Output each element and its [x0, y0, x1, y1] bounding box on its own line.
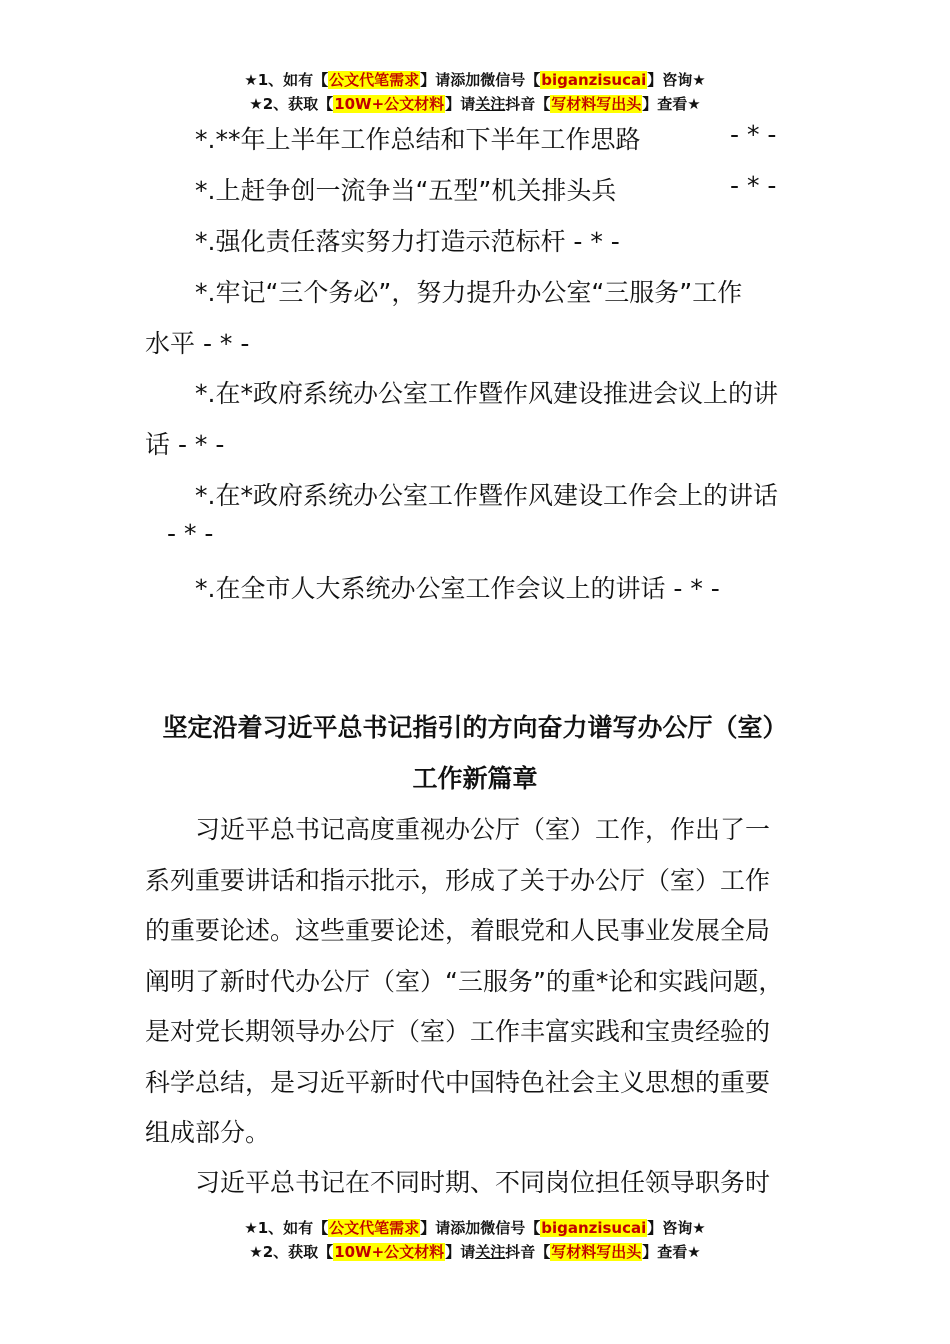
- toc-item[interactable]: *.牢记“三个务必”，努力提升办公室“三服务”工作: [195, 278, 743, 307]
- toc-item[interactable]: *.上赶争创一流争当“五型”机关排头兵 - * -: [195, 171, 777, 205]
- toc-item-continuation[interactable]: 话 - * -: [145, 430, 225, 459]
- document-title-line-2: 工作新篇章: [412, 764, 538, 793]
- toc-item-continuation[interactable]: 水平 - * -: [145, 329, 250, 358]
- paragraph-line: 科学总结，是习近平新时代中国特色社会主义思想的重要: [145, 1068, 771, 1097]
- banner-line-1: ★1、如有【公文代笔需求】请添加微信号【biganzisucai】咨询★: [244, 71, 706, 89]
- wechat-id: biganzisucai: [541, 71, 647, 89]
- toc-item[interactable]: *.在全市人大系统办公室工作会议上的讲话 - * -: [195, 574, 720, 603]
- paragraph-line: 阐明了新时代办公厅（室）“三服务”的重*论和实践问题，: [145, 967, 784, 996]
- header-banner: [0, 68, 950, 116]
- toc-item[interactable]: *.在*政府系统办公室工作暨作风建设推进会议上的讲: [195, 379, 778, 408]
- highlight-materials: 10W+公文材料: [334, 1243, 445, 1261]
- document-title: 坚定沿着习近平总书记指引的方向奋力谱写办公厅（室）: [162, 713, 788, 742]
- paragraph-line: 系列重要讲话和指示批示，形成了关于办公厅（室）工作: [145, 866, 771, 895]
- banner-line-2: ★2、获取【10W+公文材料】请关注抖音【写材料写出头】查看★: [249, 95, 701, 113]
- highlight-materials: 10W+公文材料: [334, 95, 445, 113]
- toc-item[interactable]: *.**年上半年工作总结和下半年工作思路 - * -: [195, 120, 777, 154]
- banner-line-2: ★2、获取【10W+公文材料】请关注抖音【写材料写出头】查看★: [249, 1243, 701, 1261]
- douyin-account: 写材料写出头: [551, 1243, 642, 1261]
- paragraph-line: 是对党长期领导办公厅（室）工作丰富实践和宝贵经验的: [145, 1017, 771, 1046]
- footer-banner: [0, 1216, 950, 1264]
- paragraph-line: 习近平总书记在不同时期、不同岗位担任领导职务时: [195, 1168, 771, 1197]
- highlight-service: 公文代笔需求: [329, 1219, 420, 1237]
- highlight-service: 公文代笔需求: [329, 71, 420, 89]
- wechat-id: biganzisucai: [541, 1219, 647, 1237]
- toc-item[interactable]: *.在*政府系统办公室工作暨作风建设工作会上的讲话: [195, 481, 778, 510]
- toc-item-continuation[interactable]: - * -: [167, 519, 214, 548]
- banner-line-1: ★1、如有【公文代笔需求】请添加微信号【biganzisucai】咨询★: [244, 1219, 706, 1237]
- toc-item[interactable]: *.强化责任落实努力打造示范标杆 - * -: [195, 227, 620, 256]
- paragraph-line: 的重要论述。这些重要论述，着眼党和人民事业发展全局: [145, 916, 771, 945]
- paragraph-line: 习近平总书记高度重视办公厅（室）工作，作出了一: [195, 815, 771, 844]
- paragraph-line: 组成部分。: [145, 1118, 271, 1147]
- douyin-account: 写材料写出头: [551, 95, 642, 113]
